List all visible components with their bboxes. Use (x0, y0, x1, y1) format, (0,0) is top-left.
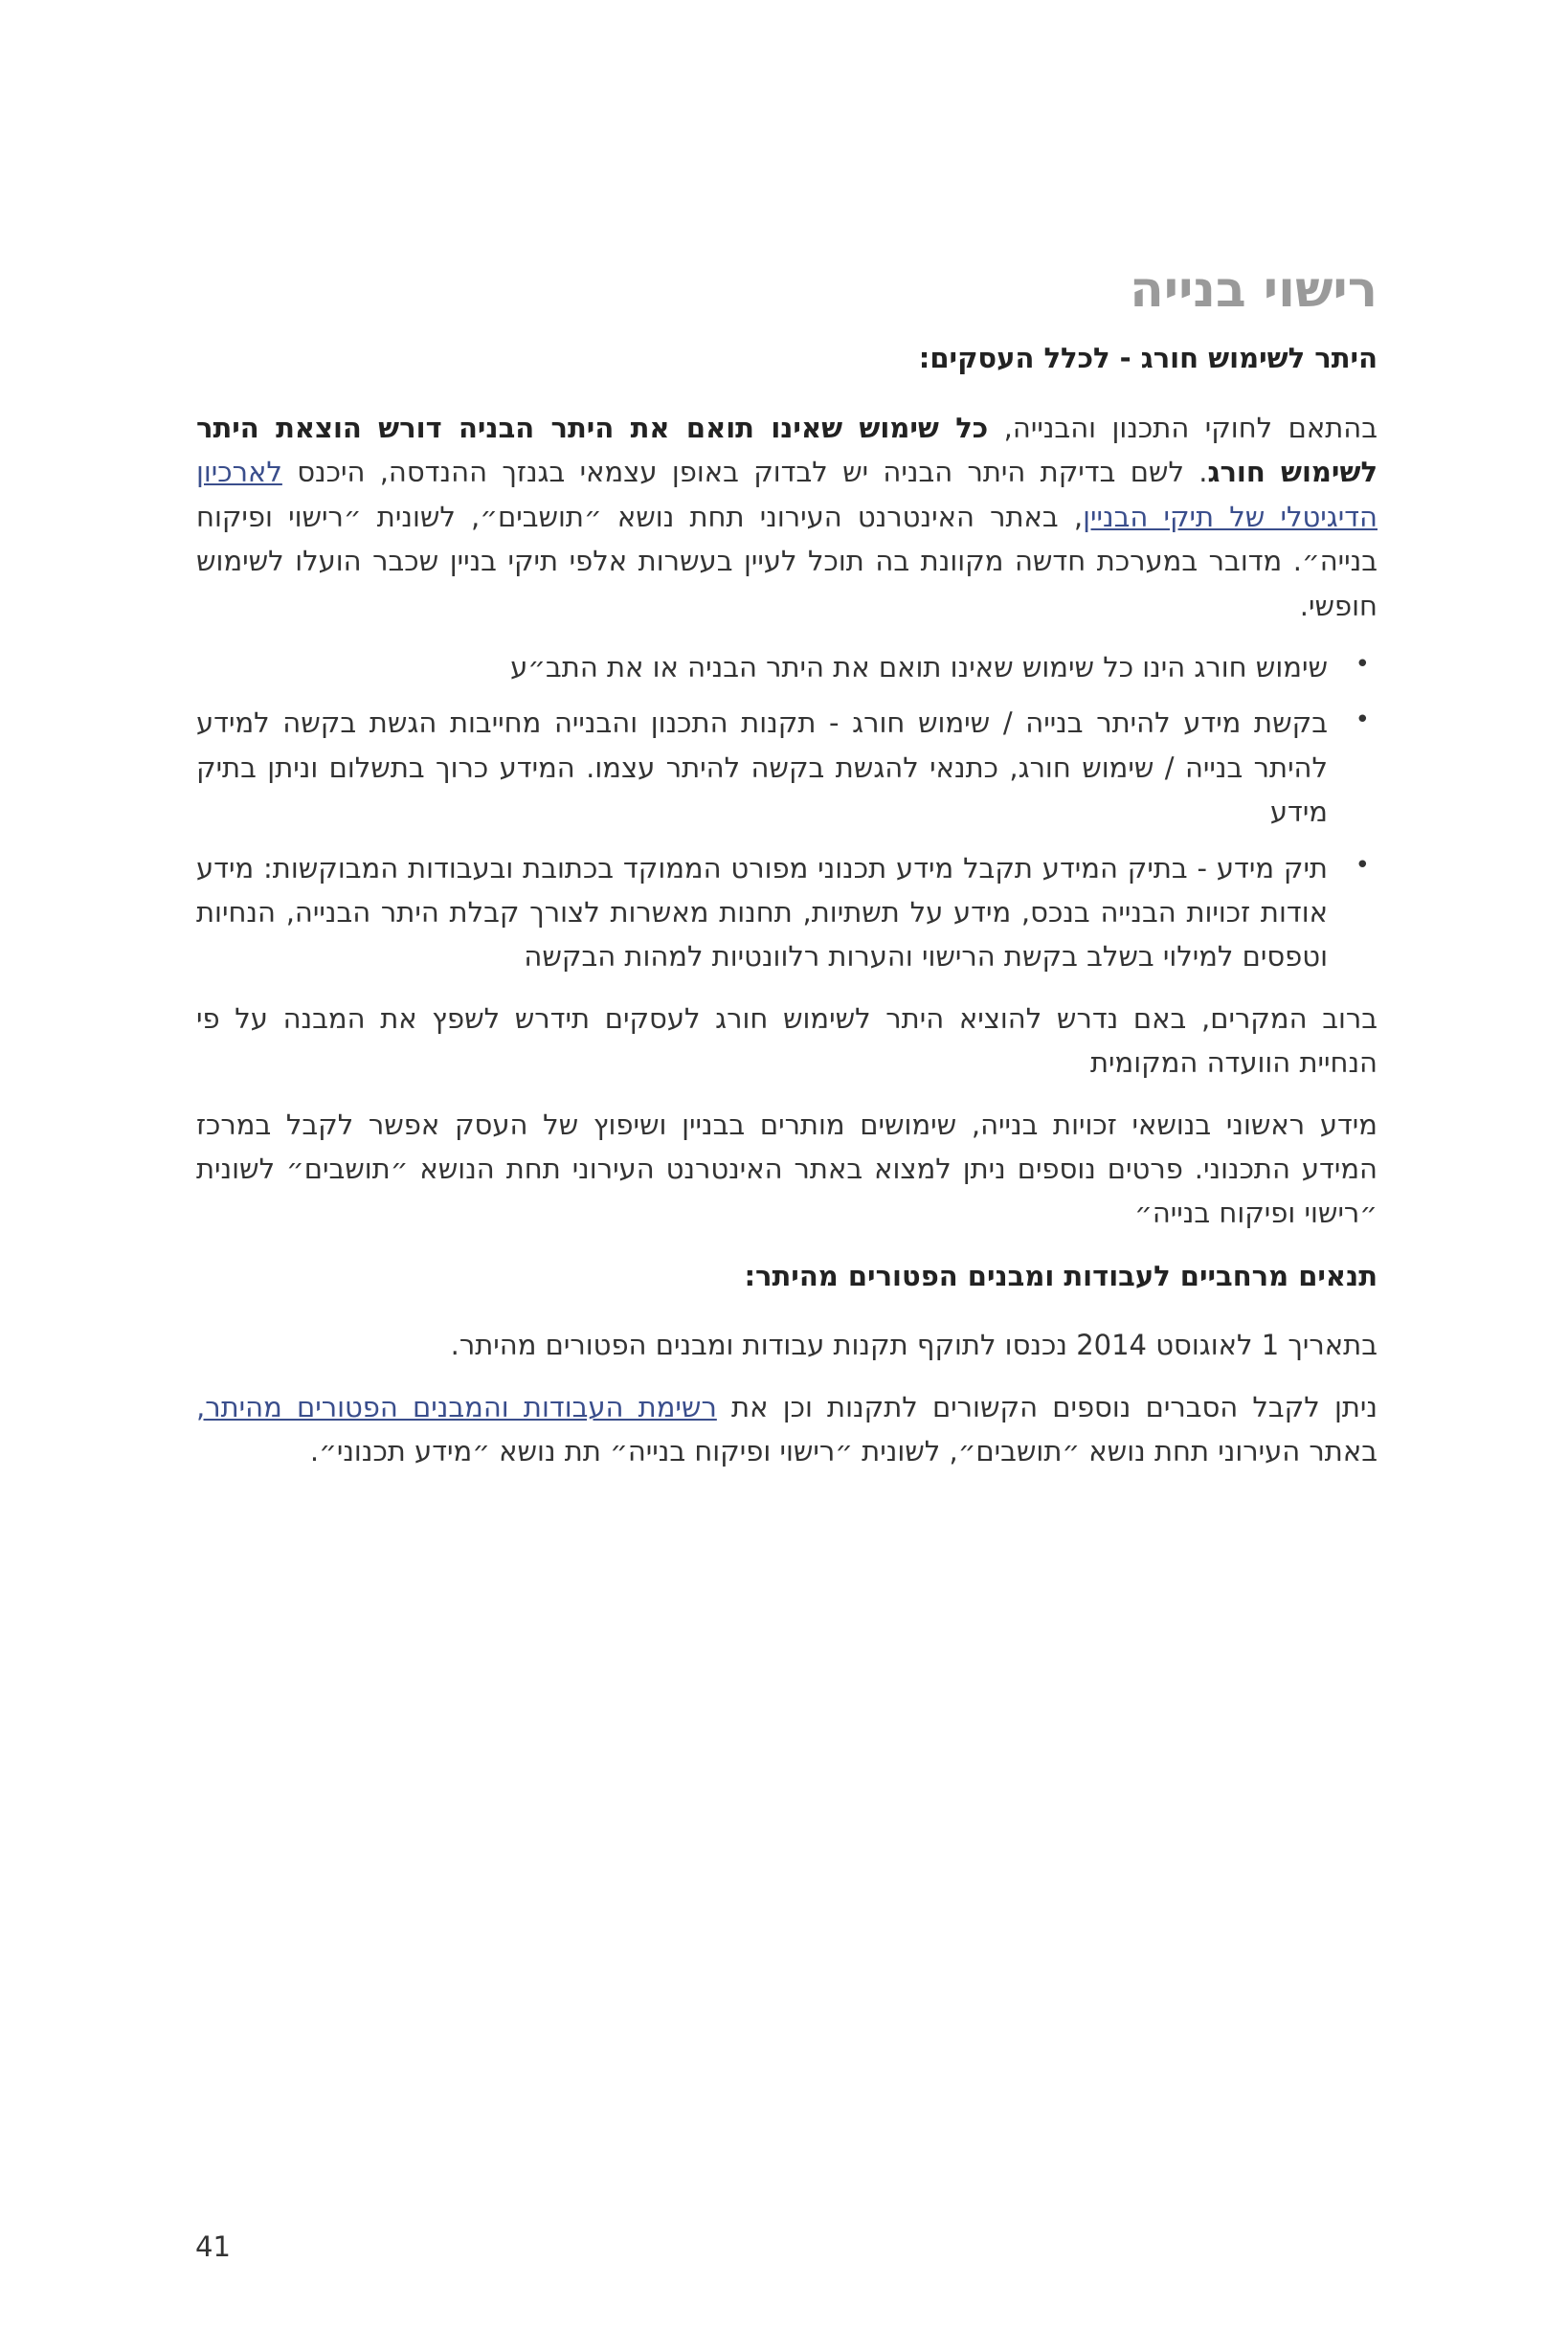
paragraph-text: בהתאם לחוקי התכנון והבנייה, (988, 412, 1378, 445)
bullet-icon: • (1355, 650, 1370, 680)
section2-heading: תנאים מרחביים לעבודות ומבנים הפטורים מהיתר: (744, 1259, 1378, 1292)
list-item (196, 846, 1378, 979)
paragraph-text: באתר העירוני תחת נושא ״תושבים״, לשונית ״רישוי ופיקוח בנייה״ תת נושא ״מידע תכנוני״. (309, 1435, 1378, 1468)
paragraph-bold-text: כל שימוש שאינו תואם את היתר הבניה דורש הוצאת היתר לשימוש חורג (196, 412, 1378, 489)
exempt-works-list-link[interactable]: רשימת העבודות והמבנים הפטורים מהיתר, (196, 1390, 717, 1423)
paragraph-text: ניתן לקבל הסברים נוספים הקשורים לתקנות וכן את (716, 1390, 1378, 1423)
bullet-icon: • (1355, 706, 1370, 735)
section2-paragraph-1: בתאריך 1 לאוגוסט 2014 נכנסו לתוקף תקנות עבודות ומבנים הפטורים מהיתר. (450, 1329, 1378, 1362)
list-item (196, 645, 1378, 689)
section2-paragraph-2 (196, 1385, 1378, 1474)
section1-heading: היתר לשימוש חורג - לכלל העסקים: (918, 342, 1378, 375)
bullet-list (196, 645, 1378, 979)
list-item-text: שימוש חורג הינו כל שימוש שאינו תואם את היתר הבניה או את התב״ע (510, 651, 1328, 684)
digital-archive-link[interactable]: לארכיון הדיגיטלי של תיקי הבניין (196, 456, 1378, 533)
paragraph-text: , באתר האינטרנט העירוני תחת נושא ״תושבים״, לשונית ״רישוי ופיקוח בנייה״. מדובר במערכת חדשה מקוונת בה תוכל לעיין בעשרות אלפי תיקי בניין שכבר הועלו לשימוש חופשי. (196, 500, 1378, 622)
section1-paragraph-3: מידע ראשוני בנושאי זכויות בנייה, שימושים מותרים בבניין ושיפוץ של העסק אפשר לקבל במרכז המידע התכנוני. פרטים נוספים ניתן למצוא באתר האינטרנט העירוני תחת הנושא ״תושבים״ לשונית ״רישוי ופיקוח בנייה״ (196, 1108, 1378, 1230)
page-content (196, 260, 1378, 1491)
paragraph-text: . לשם בדיקת היתר הבניה יש לבדוק באופן עצמאי בגנזך ההנדסה, היכנס (281, 456, 1208, 489)
section1-paragraph-1 (196, 406, 1378, 628)
page-title: רישוי בנייה (1130, 261, 1378, 319)
page-number: 41 (195, 2230, 231, 2263)
list-item-text: תיק מידע - בתיק המידע תקבל מידע תכנוני מפורט הממוקד בכתובת ובעבודות המבוקשות: מידע אודות זכויות הבנייה בנכס, מידע על תשתיות, תחנות מאשרות לצורך קבלת היתר הבנייה, הנחיות וטפסים למילוי בשלב בקשת הרישוי והערות רלוונטיות למהות הבקשה (196, 851, 1328, 974)
bullet-icon: • (1355, 850, 1370, 880)
list-item-text: בקשת מידע להיתר בנייה / שימוש חורג - תקנות התכנון והבנייה מחייבות הגשת בקשה למידע להיתר בנייה / שימוש חורג, כתנאי להגשת בקשה להיתר עצמו. המידע כרוך בתשלום וניתן בתיק מידע (196, 706, 1328, 829)
section1-paragraph-2: ברוב המקרים, באם נדרש להוציא היתר לשימוש חורג לעסקים תידרש לשפץ את המבנה על פי הנחיית הוועדה המקומית (196, 1001, 1378, 1080)
list-item (196, 701, 1378, 834)
